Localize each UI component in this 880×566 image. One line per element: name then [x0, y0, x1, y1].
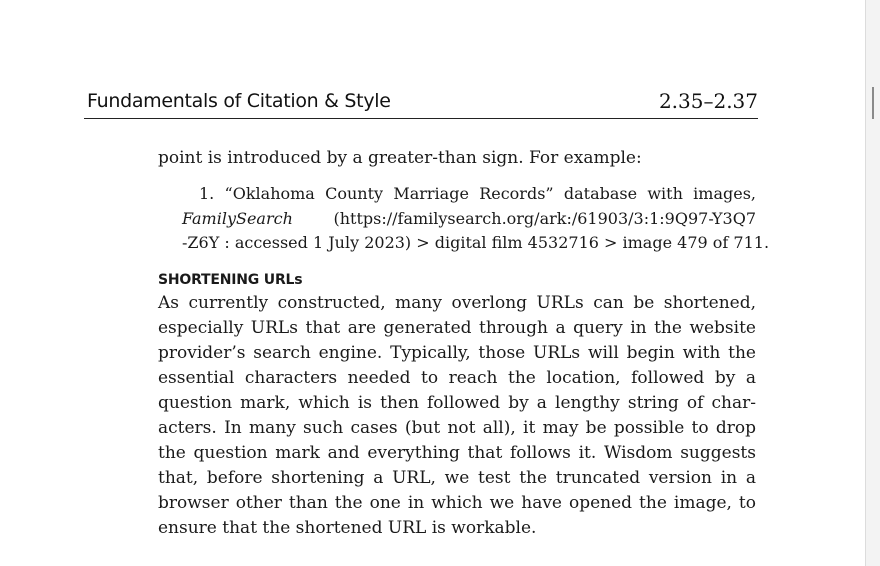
note-line-1: 1. “Oklahoma County Marriage Records” database with images,	[199, 184, 756, 203]
paragraph-line: question mark, which is then followed by a lengthy string of char-	[158, 392, 756, 413]
header-section-numbers: 2.35–2.37	[658, 89, 758, 113]
header-title: Fundamentals of Citation & Style	[87, 90, 391, 112]
note-line-2	[158, 207, 756, 232]
section-subheading: SHORTENING URLs	[158, 271, 303, 288]
paragraph-line: acters. In many such cases (but not all), it may be possible to drop	[158, 417, 756, 438]
intro-line: point is introduced by a greater-than sign. For example:	[158, 148, 642, 168]
page-body	[158, 146, 770, 541]
vertical-scrollbar[interactable]	[865, 0, 880, 566]
paragraph-line: that, before shortening a URL, we test the truncated version in a	[158, 468, 756, 489]
note-line-3: -Z6Y : accessed 1 July 2023) > digital film 4532716 > image 479 of 711.	[182, 233, 770, 252]
note-source-title: FamilySearch	[182, 208, 293, 228]
paragraph-line: As currently constructed, many overlong URLs can be shortened,	[158, 292, 756, 313]
paragraph-line: browser other than the one in which we have opened the image, to	[158, 493, 756, 514]
note-url: (https://familysearch.org/ark:/61903/3:1:9Q97-Y3Q7	[292, 208, 756, 228]
paragraph-line: ensure that the shortened URL is workable.	[158, 518, 537, 539]
paragraph-line: especially URLs that are generated through a query in the website	[158, 317, 756, 338]
paragraph-line: provider’s search engine. Typically, those URLs will begin with the	[158, 342, 756, 363]
body-paragraph	[158, 291, 756, 542]
paragraph-line: essential characters needed to reach the location, followed by a	[158, 367, 756, 388]
scrollbar-thumb[interactable]	[872, 87, 874, 119]
running-header	[84, 88, 758, 119]
example-note	[158, 182, 770, 256]
paragraph-line: the question mark and everything that follows it. Wisdom suggests	[158, 443, 756, 464]
